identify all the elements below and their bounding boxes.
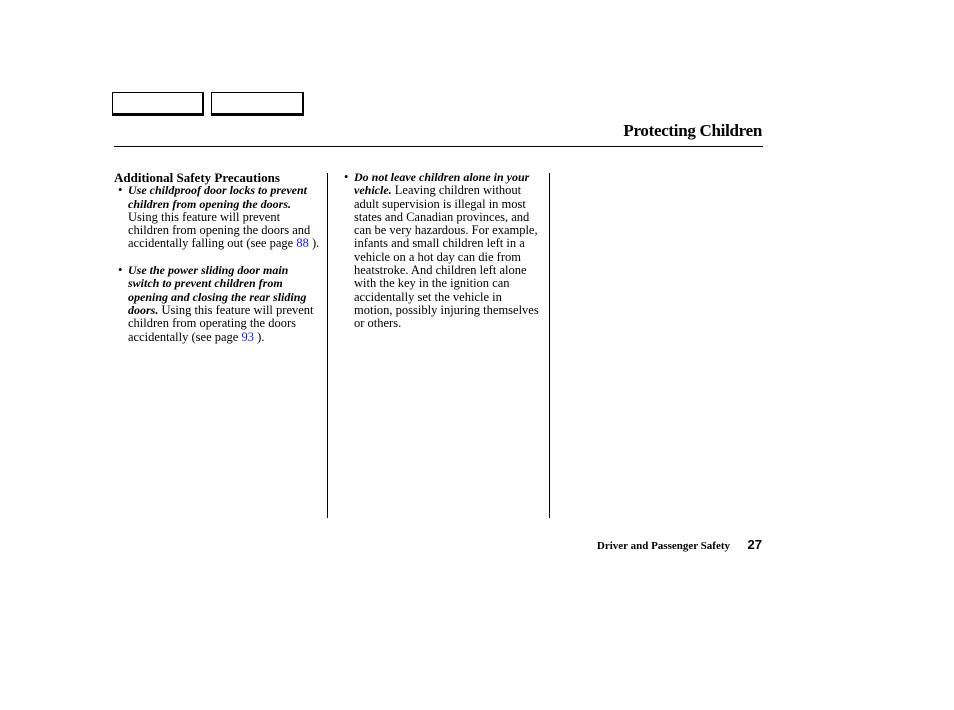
bullet-item [114,264,320,344]
bullet-dot: • [344,170,349,184]
page-number: 27 [747,537,762,552]
bullet-lead: Use childproof door locks to prevent children from opening the doors. [128,183,307,211]
bullet-lead: Use the power sliding door main switch to prevent children from opening and closing the rear sliding doors. [128,263,307,317]
bullet-text: Using this feature will prevent children from operating the doors accidentally (see page [128,302,314,344]
bullet-dot: • [118,263,123,278]
page-link-88[interactable]: 88 [296,236,309,251]
page-link-93[interactable]: 93 [241,329,254,344]
bullet-tail: ). [308,236,320,251]
title-divider [114,146,763,147]
right-column [340,171,543,331]
bullet-lead: Do not leave children alone in your vehicle. [354,170,530,198]
nav-button-table-of-contents[interactable] [211,92,304,116]
bullet-dot: • [118,183,123,198]
footer-section-title: Driver and Passenger Safety [596,540,730,552]
page-title: Protecting Children [623,121,762,140]
bullet-tail: ). [253,329,265,344]
nav-button-main-menu[interactable] [112,92,204,116]
bullet-text: Leaving children without adult supervision is illegal in most states and Canadian provinces, and can be very hazardous. For example, infants and small children left in a vehicle on a hot day can die from heatstroke. And children left alone with the key in the ignition can accidentally set the vehicle in motion, possibly injuring themselves or others. [354,183,539,331]
bullet-text: Using this feature will prevent children from opening the doors and accidentally falling out (see page [128,209,311,251]
column-divider [549,173,550,518]
left-column [114,171,320,344]
bullet-item [114,184,320,250]
bullet-item [340,171,543,331]
column-divider [327,173,328,518]
section-heading: Additional Safety Precautions [114,170,280,185]
